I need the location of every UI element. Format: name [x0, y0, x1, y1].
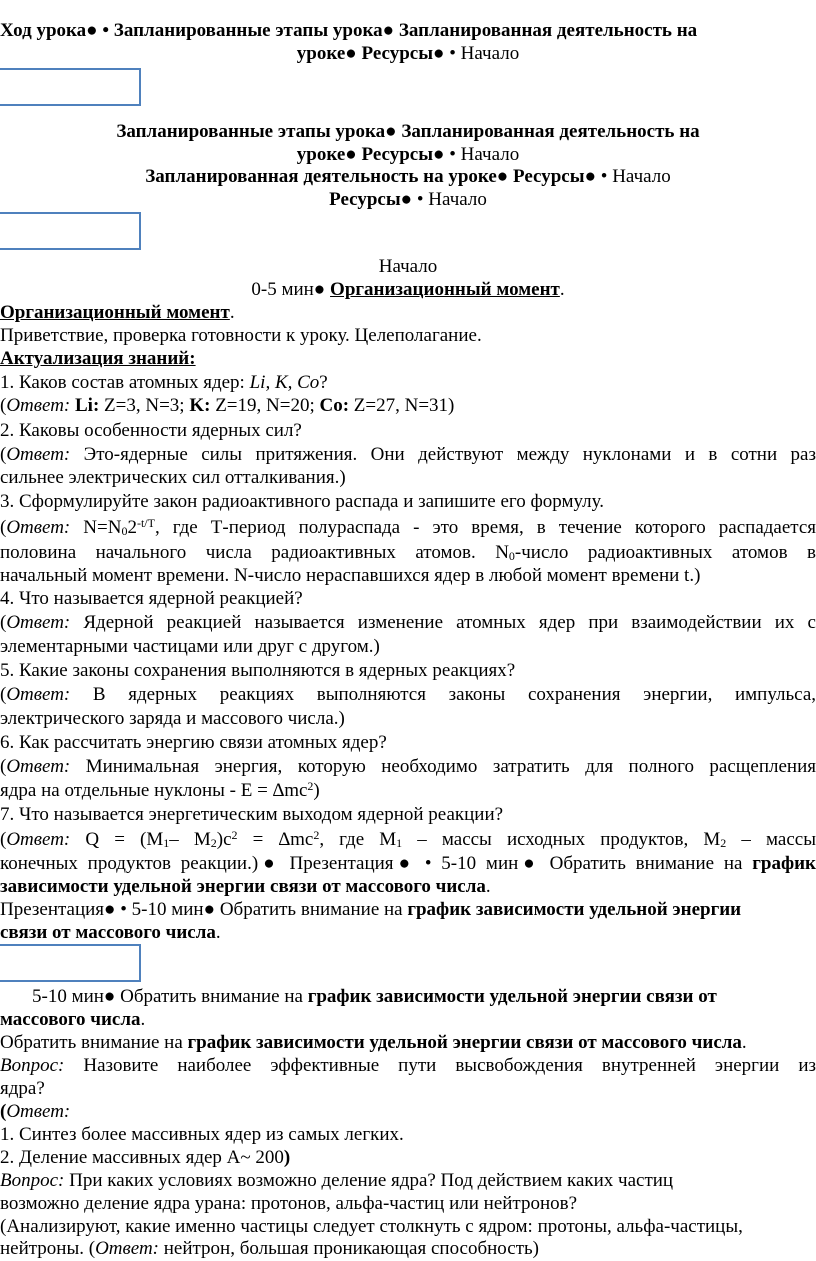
answer-item-1: 1. Синтез более массивных ядер из самых легких. [0, 1124, 404, 1145]
header-line-1: Ход урока● • Запланированные этапы урока● Запланированная деятельность на [0, 20, 698, 41]
vopros-2-line-1: Вопрос: При каких условиях возможно деление ядра? Под действием каких частиц [0, 1170, 674, 1191]
block3-start: Начало [378, 256, 438, 277]
answer-7-line-3: зависимости удельной энергии связи от массового числа. [0, 876, 491, 897]
answer-1: (Ответ: Li: Z=3, N=3; K: Z=19, N=20; Co: Z=27, N=31) [0, 395, 455, 416]
answer-5-line-2: электрического заряда и массового числа.) [0, 708, 345, 729]
question-1: 1. Каков состав атомных ядер: Li, K, Co? [0, 372, 328, 393]
answer-7-line-2: конечных продуктов реакции.)● Презентация● • 5-10 мин● Обратить внимание на график [0, 853, 816, 874]
last-line-1: (Анализируют, какие именно частицы следует столкнуть с ядром: протоны, альфа-частицы, [0, 1216, 743, 1237]
vopros-1-line-1: Вопрос: Назовите наиболее эффективные пути высвобождения внутренней энергии из [0, 1055, 816, 1076]
question-7: 7. Что называется энергетическим выходом ядерной реакции? [0, 804, 504, 825]
answer-6-line-1: (Ответ: Минимальная энергия, которую необходимо затратить для полного расщепления [0, 756, 816, 777]
block2-line-2: уроке● Ресурсы● • Начало [296, 144, 520, 165]
answer-3-line-3: начальный момент времени. N-число нераспавшихся ядер в любой момент времени t.) [0, 565, 701, 586]
text-box-1 [0, 68, 141, 106]
header-line-2: уроке● Ресурсы● • Начало [296, 43, 520, 64]
question-3: 3. Сформулируйте закон радиоактивного распада и запишите его формулу. [0, 491, 605, 512]
answer-5-line-1: (Ответ: В ядерных реакциях выполняются законы сохранения энергии, импульса, [0, 684, 816, 705]
vopros-1-line-2: ядра? [0, 1078, 45, 1099]
text-box-2 [0, 212, 141, 250]
org-text: Приветствие, проверка готовности к уроку. Целеполагание. [0, 325, 482, 346]
answer-4-line-1: (Ответ: Ядерной реакцией называется изменение атомных ядер при взаимодействии их с [0, 612, 816, 633]
answer-4-line-2: элементарными частицами или друг с другом.) [0, 636, 380, 657]
answer-3-line-2: половина начального числа радиоактивных атомов. $N_0$-число радиоактивных атомов в [0, 542, 816, 563]
answer-3-line-1: (Ответ: $N=N_02^{-t/T}$, где Т-период полураспада - это время, в течение которого распадается [0, 516, 816, 538]
answer-label: (Ответ: [0, 1101, 71, 1122]
question-2: 2. Каковы особенности ядерных сил? [0, 420, 302, 441]
answer-6-line-2: ядра на отдельные нуклоны - $E = \Delta mc^2$) [0, 779, 320, 801]
question-5: 5. Какие законы сохранения выполняются в ядерных реакциях? [0, 660, 516, 681]
last-line-2: нейтроны. (Ответ: нейтрон, большая проникающая способность) [0, 1238, 540, 1259]
answer-2-line-2: сильнее электрических сил отталкивания.) [0, 467, 346, 488]
answer-item-2: 2. Деление массивных ядер A~ 200) [0, 1147, 291, 1168]
answer-2-line-1: (Ответ: Это-ядерные силы притяжения. Они действуют между нуклонами и в сотни раз [0, 444, 816, 465]
final-line-1: Обратить внимание на график зависимости удельной энергии связи от массового числа. [0, 1032, 747, 1053]
block2-line-4: Ресурсы● • Начало [329, 189, 487, 210]
block4-line-2: связи от массового числа. [0, 922, 221, 943]
actualization-title: Актуализация знаний: [0, 348, 196, 369]
text-box-3 [0, 944, 141, 982]
org-title: Организационный момент. [0, 302, 235, 323]
block2-line-1: Запланированные этапы урока● Запланированная деятельность на [116, 121, 700, 142]
block2-line-3: Запланированная деятельность на уроке● Ресурсы● • Начало [145, 166, 671, 187]
block3-time: 0-5 мин● Организационный момент. [251, 279, 565, 300]
vopros-2-line-2: возможно деление ядра урана: протонов, альфа-частиц или нейтронов? [0, 1193, 578, 1214]
question-6: 6. Как рассчитать энергию связи атомных ядер? [0, 732, 387, 753]
block4-line-1: Презентация● • 5-10 мин● Обратить внимание на график зависимости удельной энергии [0, 899, 742, 920]
block5-line-1: 5-10 мин● Обратить внимание на график зависимости удельной энергии связи от [32, 986, 717, 1007]
answer-7-line-1: (Ответ: $Q = (M_1-$ $M_2)c^2 = \Delta mc^2$, где $M_1$ – массы исходных продуктов, $M_2$ – массы [0, 828, 816, 850]
question-4: 4. Что называется ядерной реакцией? [0, 588, 303, 609]
block5-line-2: массового числа. [0, 1009, 146, 1030]
